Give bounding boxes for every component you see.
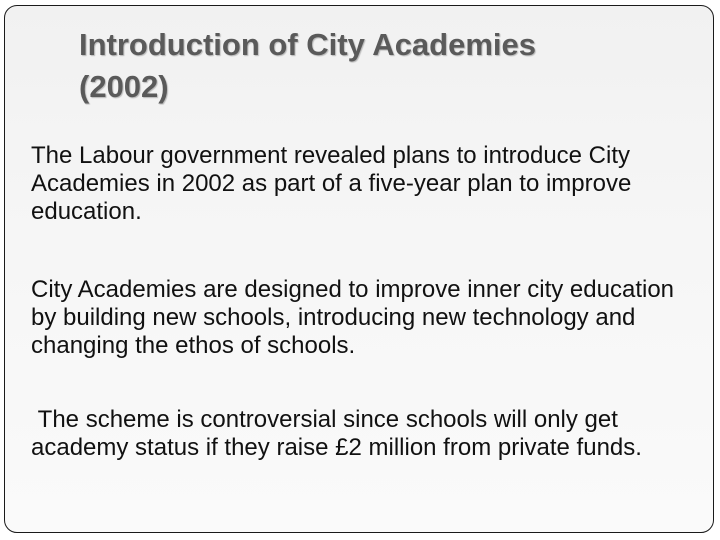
slide-title-line-1: Introduction of City Academies	[79, 27, 537, 62]
slide-title	[79, 24, 679, 108]
slide-title-line-2: (2002)	[79, 69, 169, 104]
paragraph-controversy: The scheme is controversial since schools will only get academy status if they raise £2 million from private funds.	[31, 406, 642, 461]
slide-frame	[4, 5, 714, 533]
paragraph-design: City Academies are designed to improve inner city education by building new schools, introducing new technology and changing the ethos of schools.	[31, 276, 675, 359]
paragraph-intro: The Labour government revealed plans to introduce City Academies in 2002 as part of a five-year plan to improve education.	[31, 142, 632, 225]
